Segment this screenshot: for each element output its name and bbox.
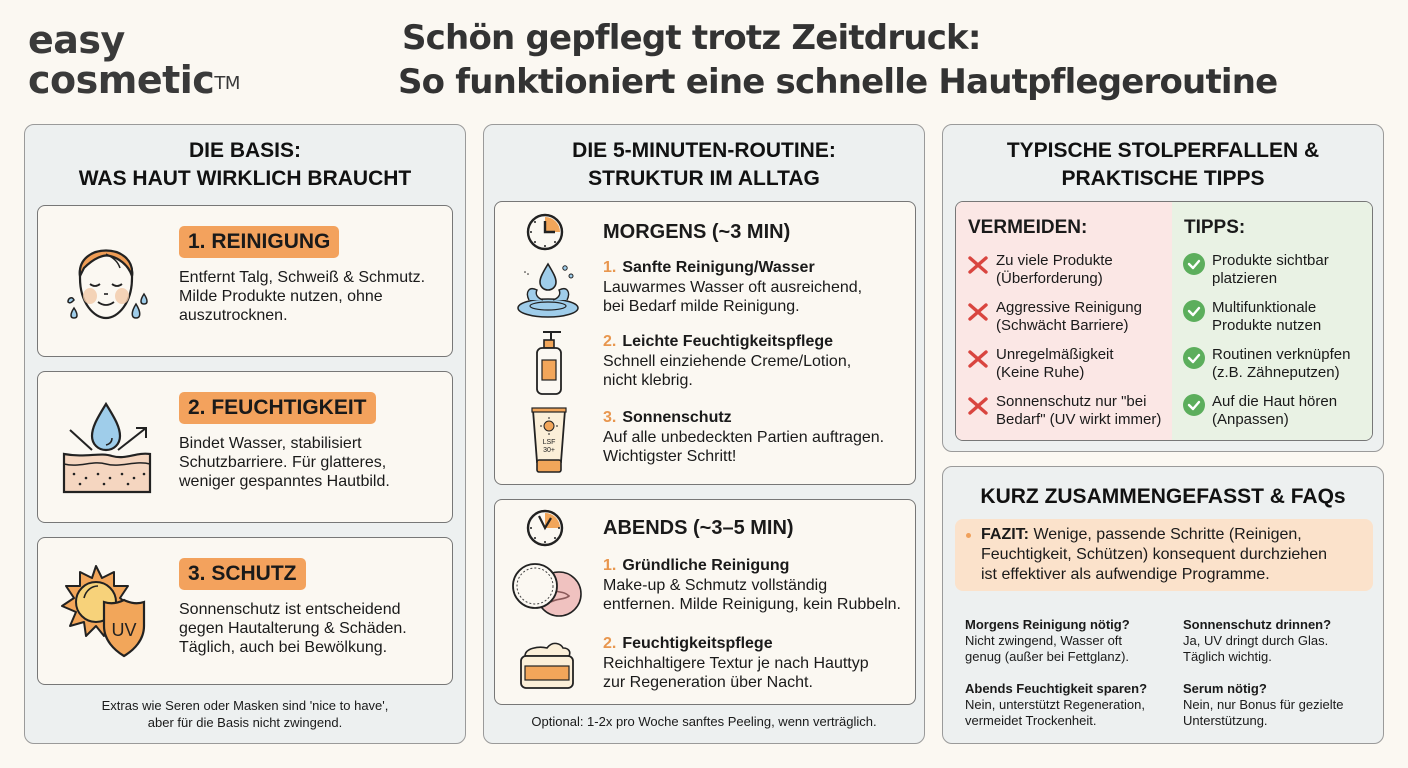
avoid-text: (Schwächt Barriere)	[996, 317, 1129, 334]
avoid-text: Unregelmäßigkeit	[996, 346, 1114, 363]
avoid-text: Zu viele Produkte	[996, 252, 1113, 269]
feuchtigkeit-description	[179, 434, 390, 491]
step-number: 3.	[603, 409, 617, 426]
tip-text: (Anpassen)	[1212, 411, 1289, 428]
sun-uv-shield-icon	[56, 560, 156, 660]
tip-text: Auf die Haut hören	[1212, 393, 1338, 410]
faq-item	[1183, 617, 1331, 665]
desc-line: auszutrocknen.	[179, 307, 288, 324]
footnote-line: Extras wie Seren oder Masken sind 'nice to have',	[101, 698, 389, 713]
tip-item	[1182, 252, 1329, 288]
summary-panel-title: KURZ ZUSAMMENGEFASST & FAQs	[980, 485, 1346, 508]
cross-icon	[966, 252, 990, 276]
step-desc-line: entfernen. Milde Reinigung, kein Rubbeln.	[603, 596, 901, 613]
basis-title-line-2: WAS HAUT WIRKLICH BRAUCHT	[78, 167, 412, 190]
page-title	[398, 16, 1277, 104]
step-desc-line: Make-up & Schmutz vollständig	[603, 577, 828, 594]
routine-footnote: Optional: 1-2x pro Woche sanftes Peeling, wenn verträglich.	[531, 714, 877, 729]
lotion-pump-bottle-icon	[531, 330, 567, 396]
tip-item	[1182, 346, 1350, 382]
step-title: Sonnenschutz	[622, 409, 732, 426]
step-title: Feuchtigkeitspflege	[622, 635, 773, 652]
faq-answer: Nicht zwingend, Wasser oft	[965, 633, 1123, 648]
uv-label: UV	[111, 620, 137, 640]
faq-answer: Ja, UV dringt durch Glas.	[1183, 633, 1329, 648]
avoid-text: Sonnenschutz nur "bei	[996, 393, 1147, 410]
morning-routine-card	[494, 201, 916, 485]
trademark-mark: TM	[214, 73, 240, 94]
routine-title-line-1: DIE 5-MINUTEN-ROUTINE:	[572, 139, 836, 162]
morning-step-2	[603, 332, 851, 390]
pitfalls-title-line-2: PRAKTISCHE TIPPS	[1061, 167, 1265, 190]
check-circle-icon	[1182, 346, 1206, 370]
pitfalls-title-line-1: TYPISCHE STOLPERFALLEN &	[1006, 139, 1320, 162]
tip-item	[1182, 299, 1321, 335]
avoid-column	[956, 202, 1172, 440]
sunscreen-spf-value: 30+	[543, 447, 555, 454]
step-number: 2.	[603, 333, 617, 350]
basis-card-schutz	[37, 537, 453, 685]
check-circle-icon	[1182, 252, 1206, 276]
morning-heading: MORGENS (~3 MIN)	[603, 221, 791, 243]
faq-item	[965, 681, 1147, 729]
faq-answer: vermeidet Trockenheit.	[965, 713, 1097, 728]
faq-item	[965, 617, 1130, 665]
step-desc-line: Auf alle unbedeckten Partien auftragen.	[603, 429, 885, 446]
desc-line: Sonnenschutz ist entscheidend	[179, 601, 401, 618]
avoid-item	[966, 393, 1161, 429]
step-desc-line: Wichtigster Schritt!	[603, 448, 737, 465]
basis-panel	[24, 124, 466, 744]
logo-line-2: cosmetic	[28, 58, 215, 102]
step-number: 2.	[603, 635, 617, 652]
tip-text: Produkte sichtbar	[1212, 252, 1329, 269]
basis-card-feuchtigkeit	[37, 371, 453, 523]
step-tag-feuchtigkeit: 2. FEUCHTIGKEIT	[179, 392, 376, 424]
step-number: 1.	[603, 259, 617, 276]
step-number: 1.	[603, 557, 617, 574]
cross-icon	[966, 299, 990, 323]
avoid-title: VERMEIDEN:	[968, 217, 1088, 238]
avoid-item	[966, 252, 1113, 288]
step-title: Sanfte Reinigung/Wasser	[622, 259, 815, 276]
fazit-text: ist effektiver als aufwendige Programme.	[981, 566, 1270, 583]
desc-line: Entfernt Talg, Schweiß & Schmutz.	[179, 269, 426, 286]
fazit-text: Feuchtigkeit, Schützen) konsequent durchziehen	[981, 546, 1327, 563]
desc-line: Täglich, auch bei Bewölkung.	[179, 639, 388, 656]
morning-step-3	[603, 408, 884, 466]
summary-panel	[942, 466, 1384, 744]
step-title: Gründliche Reinigung	[622, 557, 790, 574]
evening-heading: ABENDS (~3–5 MIN)	[603, 517, 794, 539]
faq-item	[1183, 681, 1343, 729]
pitfalls-panel	[942, 124, 1384, 452]
step-desc-line: Reichhaltigere Textur je nach Hauttyp	[603, 655, 869, 672]
bullet-dot	[966, 533, 971, 538]
cream-jar-icon	[517, 636, 577, 690]
reinigung-description	[179, 268, 425, 325]
routine-panel	[483, 124, 925, 744]
avoid-item	[966, 299, 1142, 335]
faq-answer: genug (außer bei Fettglanz).	[965, 649, 1130, 664]
faq-answer: Täglich wichtig.	[1183, 649, 1272, 664]
logo-line-1: easy	[28, 18, 125, 62]
step-tag-reinigung: 1. REINIGUNG	[179, 226, 339, 258]
desc-line: Milde Produkte nutzen, ohne	[179, 288, 383, 305]
faq-answer: Nein, nur Bonus für gezielte	[1183, 697, 1344, 712]
fazit-label: FAZIT:	[981, 526, 1029, 543]
title-line-2: So funktioniert eine schnelle Hautpflegeroutine	[398, 62, 1278, 102]
cotton-pad-icon	[511, 558, 583, 622]
sunscreen-lsf-label: LSF	[542, 439, 556, 446]
step-desc-line: zur Regeneration über Nacht.	[603, 674, 813, 691]
tips-title: TIPPS:	[1184, 217, 1246, 238]
faq-question: Morgens Reinigung nötig?	[965, 617, 1130, 632]
step-tag-schutz: 3. SCHUTZ	[179, 558, 306, 590]
tip-text: Multifunktionale	[1212, 299, 1317, 316]
check-circle-icon	[1182, 299, 1206, 323]
routine-title-line-2: STRUKTUR IM ALLTAG	[588, 167, 820, 190]
desc-line: Bindet Wasser, stabilisiert	[179, 435, 362, 452]
tip-text: Produkte nutzen	[1212, 317, 1322, 334]
clock-evening-icon	[525, 508, 565, 548]
avoid-item	[966, 346, 1114, 382]
schutz-description	[179, 600, 407, 657]
faq-question: Sonnenschutz drinnen?	[1183, 617, 1332, 632]
morning-step-1	[603, 258, 862, 316]
desc-line: Schutzbarriere. Für glatteres,	[179, 454, 387, 471]
avoid-text: (Keine Ruhe)	[996, 364, 1085, 381]
basis-footnote	[25, 697, 465, 731]
pitfalls-panel-title	[943, 137, 1383, 193]
fazit-text: Wenige, passende Schritte (Reinigen,	[1029, 526, 1302, 543]
basis-card-reinigung	[37, 205, 453, 357]
evening-step-2	[603, 634, 869, 692]
step-desc-line: Schnell einziehende Creme/Lotion,	[603, 353, 852, 370]
avoid-text: (Überforderung)	[996, 270, 1103, 287]
tips-column	[1172, 202, 1372, 440]
clock-morning-icon	[525, 212, 565, 252]
desc-line: gegen Hautalterung & Schäden.	[179, 620, 407, 637]
cross-icon	[966, 346, 990, 370]
step-title: Leichte Feuchtigkeitspflege	[622, 333, 834, 350]
avoid-text: Bedarf" (UV wirkt immer)	[996, 411, 1162, 428]
step-desc-line: nicht klebrig.	[603, 372, 693, 389]
tip-text: platzieren	[1212, 270, 1278, 287]
tip-text: (z.B. Zähneputzen)	[1212, 364, 1340, 381]
faq-question: Serum nötig?	[1183, 681, 1267, 696]
skin-moisture-icon	[56, 398, 156, 498]
basis-title-line-1: DIE BASIS:	[188, 139, 301, 162]
water-splash-icon	[515, 260, 581, 320]
tip-text: Routinen verknüpfen	[1212, 346, 1351, 363]
brand-logo	[28, 20, 240, 100]
cross-icon	[966, 393, 990, 417]
faq-question: Abends Feuchtigkeit sparen?	[965, 681, 1148, 696]
sunscreen-tube-icon	[529, 406, 569, 474]
evening-step-1	[603, 556, 901, 614]
faq-answer: Nein, unterstützt Regeneration,	[965, 697, 1145, 712]
faq-answer: Unterstützung.	[1183, 713, 1268, 728]
face-washing-icon	[56, 228, 156, 328]
tip-item	[1182, 393, 1337, 429]
routine-panel-title	[484, 137, 924, 193]
avoid-text: Aggressive Reinigung	[996, 299, 1142, 316]
avoid-tips-box	[955, 201, 1373, 441]
desc-line: weniger gespanntes Hautbild.	[179, 473, 390, 490]
step-desc-line: Lauwarmes Wasser oft ausreichend,	[603, 279, 863, 296]
footnote-line: aber für die Basis nicht zwingend.	[147, 715, 343, 730]
step-desc-line: bei Bedarf milde Reinigung.	[603, 298, 800, 315]
fazit-box	[955, 519, 1373, 591]
basis-panel-title	[25, 137, 465, 193]
evening-routine-card	[494, 499, 916, 705]
check-circle-icon	[1182, 393, 1206, 417]
title-line-1: Schön gepflegt trotz Zeitdruck:	[402, 18, 981, 58]
